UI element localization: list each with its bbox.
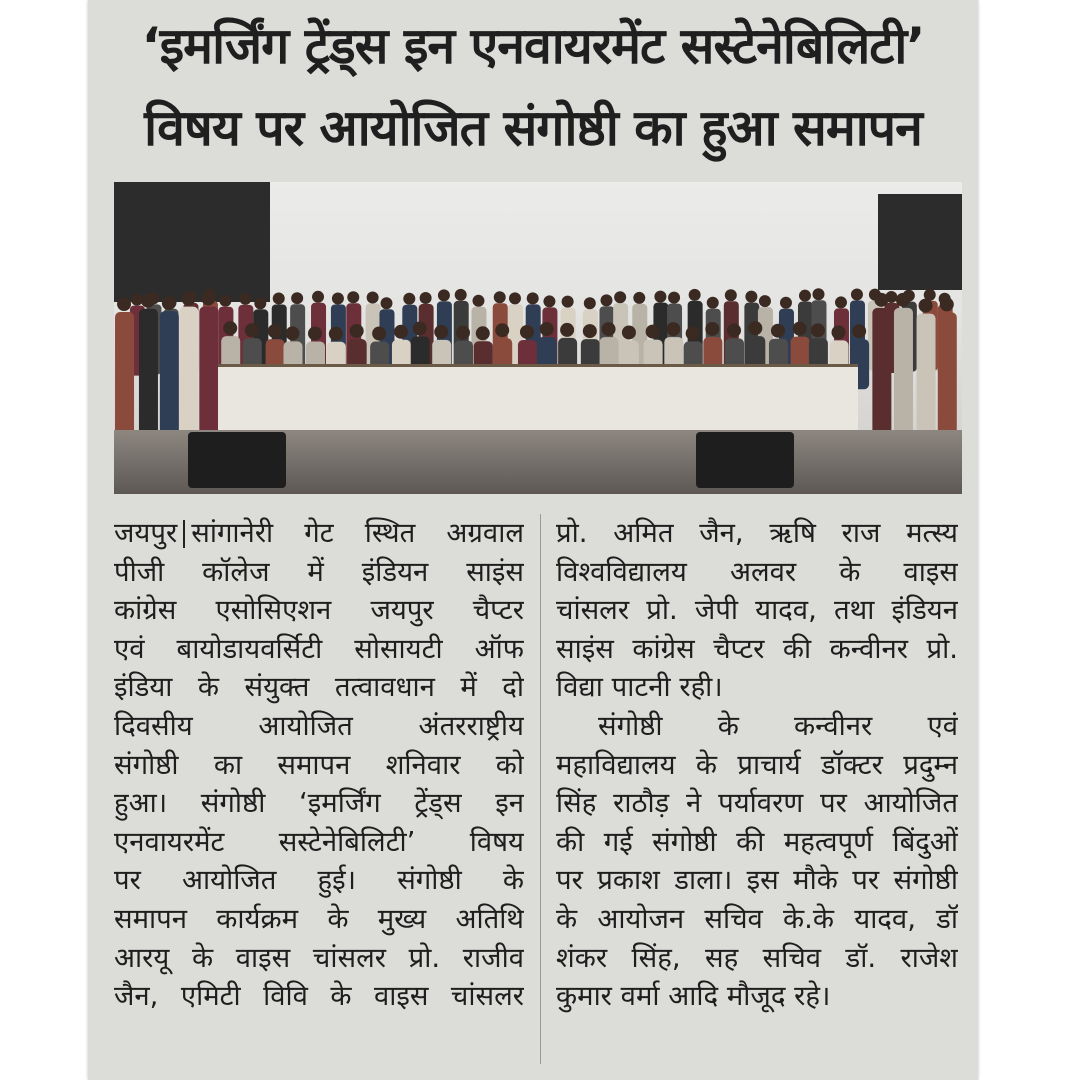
person-head: [367, 292, 379, 304]
person-head: [141, 294, 155, 308]
speaker-right-icon: [696, 432, 794, 488]
person-head: [372, 326, 386, 340]
person-head: [201, 292, 215, 306]
person-head: [780, 297, 792, 309]
article-line: पीजी कॉलेज में इंडियन साइंस: [114, 555, 524, 588]
article-line: पर आयोजित हुई। संगोष्ठी के: [114, 864, 524, 897]
person-head: [666, 322, 680, 336]
article-column-left: [114, 514, 524, 1016]
person-head: [745, 291, 757, 303]
person-silhouette: [938, 312, 957, 442]
person-head: [509, 292, 521, 304]
article-line: साइंस कांग्रेस चैप्टर की कन्वीनर प्रो.: [556, 632, 958, 665]
column-divider: [540, 514, 541, 1064]
person-head: [312, 291, 324, 303]
person-silhouette: [199, 307, 218, 442]
article-line: शंकर सिंह, सह सचिव डॉ. राजेश: [556, 941, 958, 974]
person-head: [438, 289, 450, 301]
dateline: जयपुर: [114, 517, 178, 549]
person-head: [273, 292, 285, 304]
article-line: पर प्रकाश डाला। इस मौके पर संगोष्ठी: [556, 864, 958, 897]
person-head: [527, 292, 539, 304]
person-head: [117, 297, 131, 311]
headline-line-1: ‘इमर्जिंग ट्रेंड्स इन एनवायरमेंट सस्टेनेबिलिटी’: [141, 17, 925, 75]
person-head: [219, 295, 231, 307]
article-line: विश्वविद्यालय अलवर के वाइस: [556, 555, 958, 588]
person-head: [403, 293, 415, 305]
dateline-separator: [183, 520, 185, 548]
person-silhouette: [894, 308, 913, 442]
article-line: कांग्रेस एसोसिएशन जयपुर चैप्टर: [114, 594, 524, 627]
person-head: [646, 325, 660, 339]
person-silhouette: [160, 311, 179, 442]
article-line: विद्या पाटनी रही।: [556, 671, 723, 704]
person-head: [285, 326, 299, 340]
person-head: [799, 290, 811, 302]
person-head: [472, 295, 484, 307]
article-line: समापन कार्यक्रम के मुख्य अतिथि: [114, 902, 524, 935]
person-head: [759, 295, 771, 307]
person-head: [851, 289, 863, 301]
person-head: [268, 324, 282, 338]
person-head: [727, 323, 741, 337]
person-silhouette: [179, 307, 198, 442]
person-head: [622, 325, 636, 339]
headline-line-2: विषय पर आयोजित संगोष्ठी का हुआ समापन: [144, 99, 922, 157]
person-head: [308, 326, 322, 340]
article-line: महाविद्यालय के प्राचार्य डॉक्टर प्रदुम्न: [556, 748, 958, 781]
article-line: दिवसीय आयोजित अंतरराष्ट्रीय: [114, 709, 524, 742]
person-head: [811, 323, 825, 337]
person-head: [689, 289, 701, 301]
person-head: [725, 289, 737, 301]
person-silhouette: [115, 312, 134, 442]
article-line: एवं बायोडायवर्सिटी सोसायटी ऑफ: [114, 632, 524, 665]
person-head: [495, 323, 509, 337]
person-head: [332, 292, 344, 304]
article-line: चांसलर प्रो. जेपी यादव, तथा इंडियन: [556, 594, 958, 627]
person-head: [705, 322, 719, 336]
person-head: [686, 326, 700, 340]
person-head: [540, 322, 554, 336]
article-line: संगोष्ठी के कन्वीनर एवं: [598, 709, 958, 742]
person-silhouette: [917, 314, 936, 442]
person-head: [543, 295, 555, 307]
person-head: [835, 296, 847, 308]
person-head: [350, 324, 364, 338]
article-line: जयपुर सांगानेरी गेट स्थित अग्रवाल: [114, 517, 524, 549]
person-head: [562, 296, 574, 308]
article-line: के आयोजन सचिव के.के यादव, डॉ: [556, 902, 958, 935]
article-line: एनवायरमेंट सस्टेनेबिलिटी’ विषय: [114, 825, 524, 858]
person-head: [940, 297, 954, 311]
person-head: [239, 293, 251, 305]
person-head: [584, 297, 596, 309]
person-head: [455, 289, 467, 301]
person-head: [560, 323, 574, 337]
article-line: इंडिया के संयुक्त तत्वावधान में दो: [114, 671, 524, 704]
person-head: [520, 325, 534, 339]
newspaper-clipping: [88, 0, 978, 1080]
person-head: [223, 321, 237, 335]
person-silhouette: [139, 309, 158, 442]
person-head: [654, 291, 666, 303]
person-head: [394, 325, 408, 339]
person-head: [748, 321, 762, 335]
person-head: [832, 325, 846, 339]
person-head: [291, 292, 303, 304]
person-head: [896, 293, 910, 307]
person-head: [583, 324, 597, 338]
speaker-left-icon: [188, 432, 286, 488]
article-column-right: [556, 514, 958, 1016]
person-head: [245, 323, 259, 337]
article-line: संगोष्ठी का समापन शनिवार को: [114, 748, 524, 781]
article-line: आरयू के वाइस चांसलर प्रो. राजीव: [114, 941, 524, 974]
person-head: [852, 324, 866, 338]
stage-table: [218, 364, 858, 431]
person-head: [668, 292, 680, 304]
person-head: [380, 297, 392, 309]
person-head: [254, 297, 266, 309]
person-head: [874, 293, 888, 307]
person-head: [329, 327, 343, 341]
person-head: [494, 291, 506, 303]
person-head: [633, 292, 645, 304]
person-silhouette: [872, 308, 891, 442]
article-line: जैन, एमिटी विवि के वाइस चांसलर: [114, 980, 524, 1013]
person-head: [420, 292, 432, 304]
person-head: [614, 291, 626, 303]
person-head: [707, 297, 719, 309]
person-head: [434, 325, 448, 339]
person-head: [456, 326, 470, 340]
person-head: [162, 296, 176, 310]
person-head: [181, 292, 195, 306]
article-line: की गई संगोष्ठी की महत्वपूर्ण बिंदुओं: [556, 825, 958, 858]
article-line: सिंह राठौड़ ने पर्यावरण पर आयोजित: [556, 787, 958, 820]
person-head: [771, 324, 785, 338]
person-head: [476, 326, 490, 340]
person-head: [602, 322, 616, 336]
person-head: [413, 321, 427, 335]
person-head: [812, 288, 824, 300]
article-line: कुमार वर्मा आदि मौजूद रहे।: [556, 980, 831, 1013]
person-head: [793, 322, 807, 336]
person-head: [347, 291, 359, 303]
person-head: [919, 299, 933, 313]
person-head: [600, 294, 612, 306]
article-line: हुआ। संगोष्ठी ‘इमर्जिंग ट्रेंड्स इन: [114, 787, 524, 820]
group-photo: [114, 182, 962, 494]
article-line: प्रो. अमित जैन, ऋषि राज मत्स्य: [556, 517, 958, 549]
